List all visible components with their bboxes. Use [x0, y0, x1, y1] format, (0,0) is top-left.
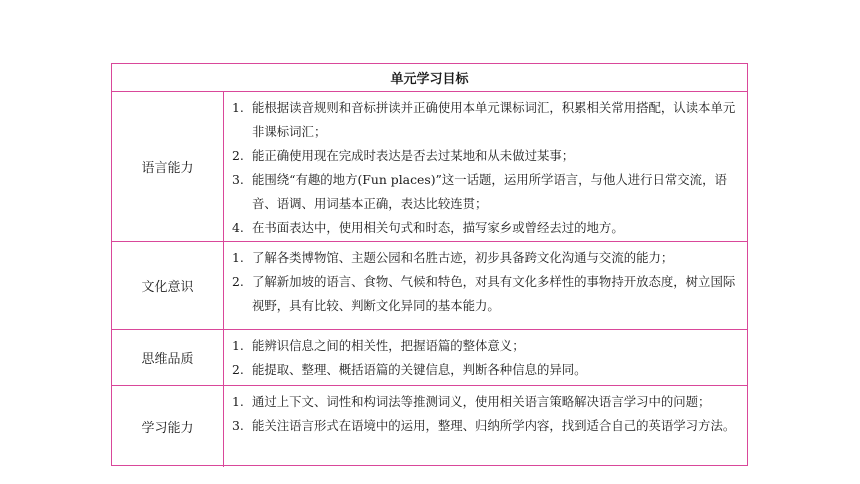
row-content [224, 92, 747, 241]
list-item [232, 96, 741, 144]
list-item [232, 414, 741, 438]
item-text: 了解新加坡的语言、食物、气候和特色，对具有文化多样性的事物持开放态度，树立国际视野，具有比较、判断文化异同的基本能力。 [252, 274, 736, 313]
learning-goals-table [111, 63, 748, 466]
list-item [232, 358, 741, 382]
row-label: 学习能力 [112, 386, 224, 467]
table-row-learning-ability [112, 386, 747, 467]
row-label: 语言能力 [112, 92, 224, 241]
row-content [224, 330, 747, 385]
list-item [232, 144, 741, 168]
item-text: 能关注语言形式在语境中的运用，整理、归纳所学内容，找到适合自己的英语学习方法。 [252, 418, 736, 433]
list-item [232, 168, 741, 216]
item-number: 1. [232, 100, 244, 115]
row-content [224, 386, 747, 467]
row-label: 文化意识 [112, 242, 224, 329]
item-text: 通过上下文、词性和构词法等推测词义，使用相关语言策略解决语言学习中的问题； [252, 394, 711, 409]
row-label: 思维品质 [112, 330, 224, 385]
row-content [224, 242, 747, 329]
item-number: 2. [232, 362, 244, 377]
item-text: 在书面表达中，使用相关句式和时态，描写家乡或曾经去过的地方。 [252, 220, 624, 235]
list-item [232, 334, 741, 358]
item-number: 4. [232, 220, 244, 235]
item-text: 能辨识信息之间的相关性，把握语篇的整体意义； [252, 338, 525, 353]
item-text: 能围绕“有趣的地方(Fun places)”这一话题，运用所学语言，与他人进行日常交流，语音、语调、用词基本正确，表达比较连贯； [252, 172, 727, 211]
item-text: 能提取、整理、概括语篇的关键信息，判断各种信息的异同。 [252, 362, 587, 377]
item-number: 3. [232, 172, 244, 187]
item-number: 1. [232, 250, 244, 265]
item-number: 2. [232, 148, 244, 163]
item-text: 了解各类博物馆、主题公园和名胜古迹，初步具备跨文化沟通与交流的能力； [252, 250, 674, 265]
item-number: 3. [232, 418, 244, 433]
item-text: 能正确使用现在完成时表达是否去过某地和从未做过某事； [252, 148, 575, 163]
list-item [232, 270, 741, 318]
list-item [232, 246, 741, 270]
table-row-thinking-quality [112, 330, 747, 386]
item-number: 1. [232, 394, 244, 409]
table-title: 单元学习目标 [112, 64, 747, 92]
item-text: 能根据读音规则和音标拼读并正确使用本单元课标词汇，积累相关常用搭配，认读本单元非课标词汇； [252, 100, 736, 139]
list-item [232, 216, 741, 240]
item-number: 1. [232, 338, 244, 353]
item-number: 2. [232, 274, 244, 289]
table-row-language-ability [112, 92, 747, 242]
table-row-cultural-awareness [112, 242, 747, 330]
list-item [232, 390, 741, 414]
